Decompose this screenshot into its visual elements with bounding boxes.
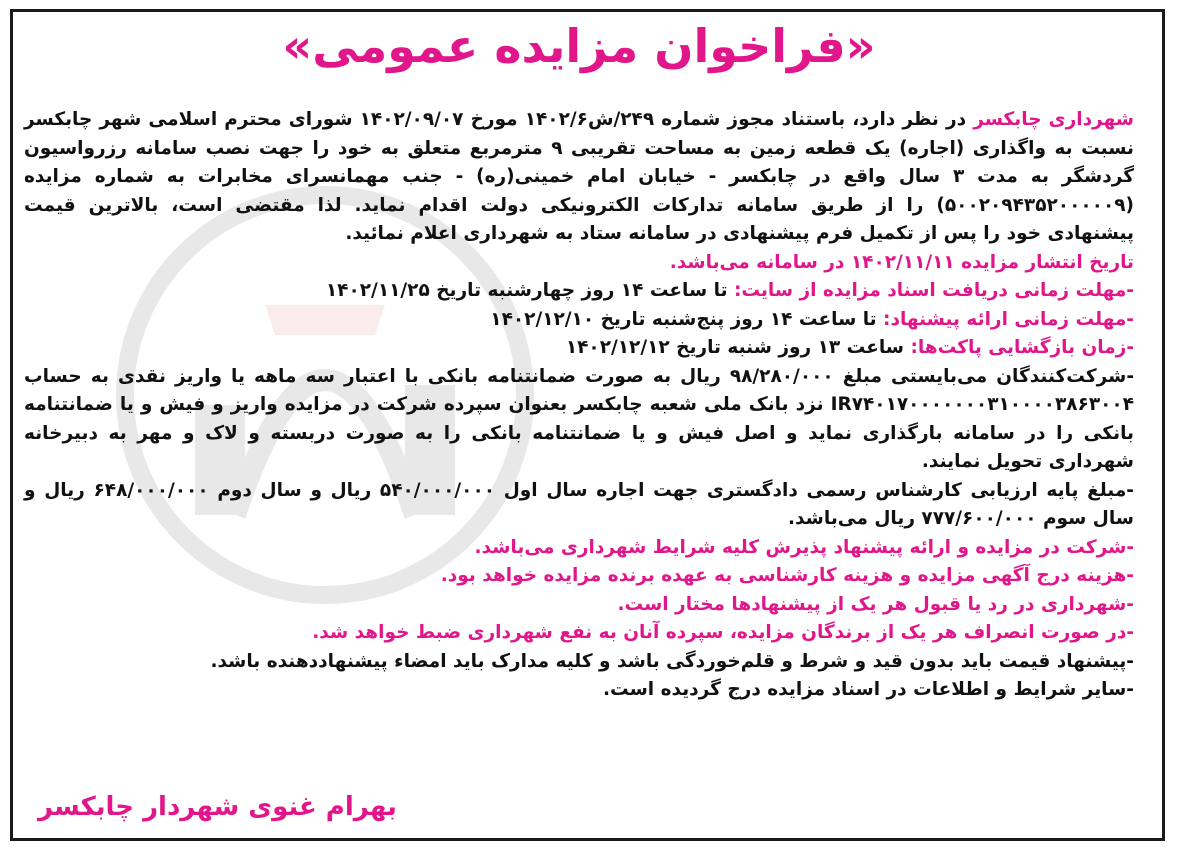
deadline-value: تا ساعت ۱۴ روز پنج‌شنبه تاریخ ۱۴۰۲/۱۲/۱۰	[490, 308, 884, 330]
deadline-label: -مهلت زمانی ارائه پیشنهاد:	[883, 308, 1134, 330]
deadline-value: تا ساعت ۱۴ روز چهارشنبه تاریخ ۱۴۰۲/۱۱/۲۵	[325, 280, 734, 301]
deadline-opening	[24, 334, 1134, 363]
intro-text: در نظر دارد، باستناد مجوز شماره ۲۴۹/ش۱۴۰۲/۶ مورخ ۱۴۰۲/۰۹/۰۷ شورای محترم اسلامی شهر چابکسر نسبت به واگذاری (اجاره) یک قطعه زمین به مساحت تقریبی ۹ مترمربع متعلق به خود را جهت نصب سامانه رزرواسیون گردشگر به مدت ۳ سال واقع در چابکسر - خیابان امام خمینی(ره) - جنب مهمانسرای مخابرات به شماره مزایده (۵۰۰۲۰۹۴۳۵۲۰۰۰۰۰۹) را از طریق سامانه تدارکات الکترونیکی دولت اقدام نماید. لذا مقتضی است، بالاترین قیمت پیشنهادی خود را پس از تکمیل فرم پیشنهادی در سامانه ستاد به شهرداری اعلام نمائید.	[24, 109, 1134, 244]
intro-paragraph	[24, 106, 1134, 249]
deadline-documents	[24, 277, 1134, 306]
notice-title: «فراخوان مزایده عمومی»	[282, 19, 876, 73]
highlight-item: -شرکت در مزایده و ارائه پیشنهاد پذیرش کلیه شرایط شهرداری می‌باشد.	[474, 536, 1134, 558]
publish-date: تاریخ انتشار مزایده ۱۴۰۲/۱۱/۱۱ در سامانه می‌باشد.	[669, 251, 1134, 273]
guarantee-paragraph: -شرکت‌کنندگان می‌بایستی مبلغ ۹۸/۲۸۰/۰۰۰ ریال به صورت ضمانتنامه بانکی با اعتبار سه ماهه یا واریز نقدی به حساب IR۷۴۰۱۷۰۰۰۰۰۰۰۳۱۰۰۰۰۳۸۶۳۰۰۴ نزد بانک ملی شعبه چابکسر بعنوان سپرده شرکت در مزایده واریز و فیش و یا ضمانتنامه بانکی را در سامانه بارگذاری نماید و اصل فیش و یا ضمانتنامه بانکی را به صورت دربسته و لاک و مهر به دبیرخانه شهرداری تحویل نمایند.	[24, 365, 1135, 472]
note-item: -سایر شرایط و اطلاعات در اسناد مزایده درج گردیده است.	[603, 679, 1134, 700]
notice-document	[24, 16, 1134, 705]
highlight-item: -هزینه درج آگهی مزایده و هزینه کارشناسی به عهده برنده مزایده خواهد بود.	[440, 565, 1134, 586]
highlight-item: -در صورت انصراف هر یک از برندگان مزایده، سپرده آنان به نفع شهرداری ضبط خواهد شد.	[312, 622, 1134, 643]
organization-name: شهرداری چابکسر	[973, 109, 1134, 130]
deadline-label: -زمان بازگشایی پاکت‌ها:	[910, 337, 1134, 358]
highlight-item: -شهرداری در رد یا قبول هر یک از پیشنهادها مختار است.	[617, 593, 1134, 615]
deadline-label: -مهلت زمانی دریافت اسناد مزایده از سایت:	[733, 280, 1134, 301]
deadline-offer	[24, 306, 1134, 335]
deadline-value: ساعت ۱۳ روز شنبه تاریخ ۱۴۰۲/۱۲/۱۲	[565, 337, 911, 358]
signature: بهرام غنوی شهردار چابکسر	[38, 792, 397, 822]
note-item: -پیشنهاد قیمت باید بدون قید و شرط و قلم‌خوردگی باشد و کلیه مدارک باید امضاء پیشنهاددهنده باشد.	[210, 650, 1134, 672]
base-price-paragraph: -مبلغ پایه ارزیابی کارشناس رسمی دادگستری جهت اجاره سال اول ۵۴۰/۰۰۰/۰۰۰ ریال و سال دوم ۶۴۸/۰۰۰/۰۰۰ ریال و سال سوم ۷۷۷/۶۰۰/۰۰۰ ریال می‌باشد.	[24, 479, 1134, 529]
